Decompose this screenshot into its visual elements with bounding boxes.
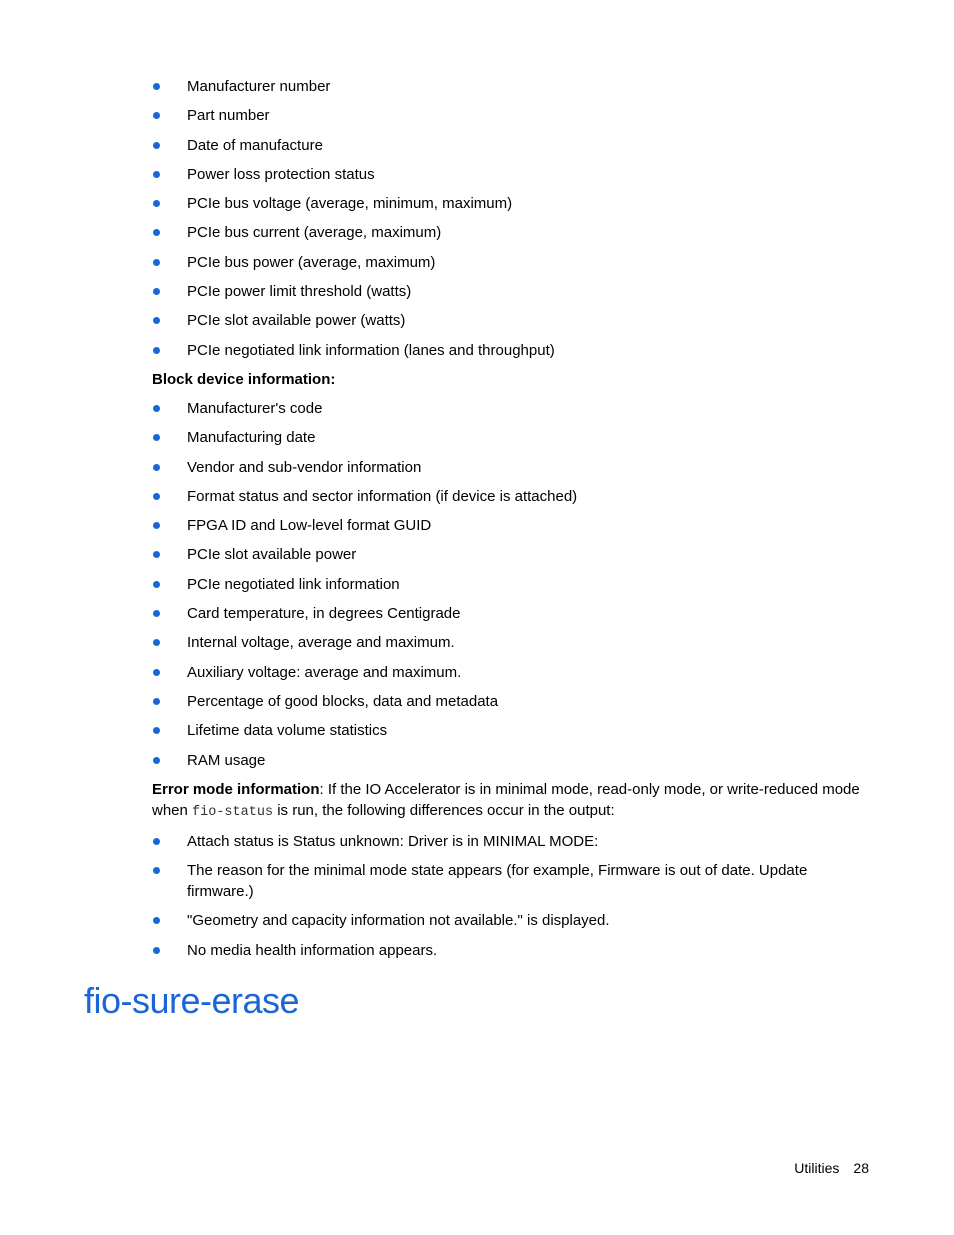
list-item: Lifetime data volume statistics [152,720,872,741]
bullet-icon [153,288,160,295]
list-item: "Geometry and capacity information not available." is displayed. [152,910,872,931]
fio-status-code: fio-status [192,804,274,820]
bullet-icon [153,522,160,529]
bullet-icon [153,610,160,617]
bullet-icon [153,867,160,874]
list-item: PCIe negotiated link information (lanes and throughput) [152,340,872,361]
list-item: Manufacturing date [152,427,872,448]
bullet-icon [153,551,160,558]
list-item: PCIe bus current (average, maximum) [152,222,872,243]
page-content [152,76,872,969]
bullet-icon [153,493,160,500]
bullet-icon [153,317,160,324]
bullet-icon [153,171,160,178]
error-mode-text-a: : If the IO Accelerator is in minimal mode, read-only mode, or write-reduced mode when [152,780,860,819]
device-info-list [152,76,872,361]
bullet-icon [153,757,160,764]
list-item: Date of manufacture [152,135,872,156]
footer-section-name: Utilities [794,1160,840,1176]
bullet-icon [153,581,160,588]
list-item: Part number [152,105,872,126]
list-item: Card temperature, in degrees Centigrade [152,603,872,624]
bullet-icon [153,838,160,845]
list-item: PCIe bus voltage (average, minimum, maximum) [152,193,872,214]
error-mode-list [152,831,872,961]
bullet-icon [153,142,160,149]
bullet-icon [153,200,160,207]
error-mode-text-b: is run, the following differences occur in the output: [273,801,615,819]
list-item: Manufacturer number [152,76,872,97]
bullet-icon [153,347,160,354]
error-mode-label: Error mode information [152,780,320,798]
list-item: Vendor and sub-vendor information [152,457,872,478]
error-mode-paragraph [152,779,872,823]
bullet-icon [153,229,160,236]
list-item: PCIe slot available power [152,544,872,565]
bullet-icon [153,464,160,471]
section-title: fio-sure-erase [84,980,300,1021]
block-device-heading: Block device information: [152,370,336,388]
bullet-icon [153,112,160,119]
bullet-icon [153,83,160,90]
bullet-icon [153,917,160,924]
block-device-list [152,398,872,771]
list-item: Power loss protection status [152,164,872,185]
list-item: PCIe power limit threshold (watts) [152,281,872,302]
list-item: PCIe slot available power (watts) [152,310,872,331]
list-item: PCIe negotiated link information [152,574,872,595]
list-item: Manufacturer's code [152,398,872,419]
bullet-icon [153,669,160,676]
bullet-icon [153,405,160,412]
list-item: The reason for the minimal mode state appears (for example, Firmware is out of date. Update firmware.) [152,860,872,902]
bullet-icon [153,947,160,954]
page-footer [794,1158,869,1178]
list-item: Attach status is Status unknown: Driver is in MINIMAL MODE: [152,831,872,852]
bullet-icon [153,698,160,705]
list-item: Percentage of good blocks, data and metadata [152,691,872,712]
bullet-icon [153,259,160,266]
bullet-icon [153,434,160,441]
page-number: 28 [853,1160,869,1176]
list-item: Auxiliary voltage: average and maximum. [152,662,872,683]
list-item: Internal voltage, average and maximum. [152,632,872,653]
list-item: Format status and sector information (if device is attached) [152,486,872,507]
list-item: PCIe bus power (average, maximum) [152,252,872,273]
bullet-icon [153,727,160,734]
list-item: FPGA ID and Low-level format GUID [152,515,872,536]
list-item: RAM usage [152,750,872,771]
list-item: No media health information appears. [152,940,872,961]
bullet-icon [153,639,160,646]
